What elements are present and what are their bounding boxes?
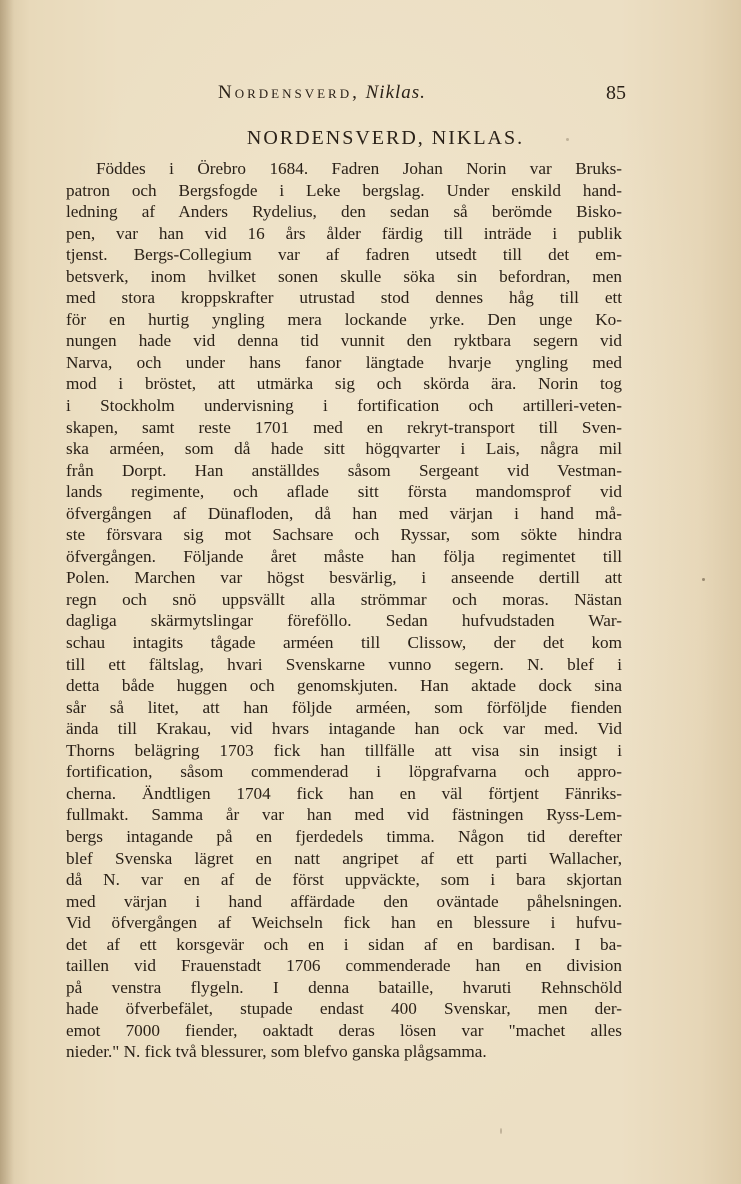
text-line: Narva, och under hans fanor längtade hvarje yngling med: [66, 352, 622, 372]
text-line: tjenst. Bergs-Collegium var af fadren utsedt till det em-: [66, 245, 622, 265]
text-line: till ett fältslag, hvari Svenskarne vunno segern. N. blef i: [66, 654, 622, 674]
text-line: nungen hade vid denna tid vunnit den ryktbara segern vid: [66, 331, 622, 351]
text-line: med värjan i hand affärdade den oväntade påhelsningen.: [66, 891, 622, 911]
text-line: patron och Bergsfogde i Leke bergslag. Under enskild hand-: [66, 180, 622, 200]
text-line: sår så litet, att han följde arméen, som förföljde fienden: [66, 697, 622, 717]
text-line: pen, var han vid 16 års ålder färdig till inträde i publik: [66, 223, 622, 243]
page-number: 85: [606, 82, 626, 104]
text-line: fortification, såsom commenderad i löpgrafvarna och appro-: [66, 762, 622, 782]
text-line: nieder." N. fick två blessurer, som blefvo ganska plågsamma.: [66, 1042, 487, 1062]
text-line: från Dorpt. Han anställdes såsom Sergeant vid Vestman-: [66, 460, 622, 480]
text-line: dagliga skärmytslingar föreföllo. Sedan hufvudstaden War-: [66, 611, 622, 631]
text-line: ska arméen, som då hade sitt högqvarter i Lais, några mil: [66, 439, 622, 459]
page-gutter-shadow: [0, 0, 14, 1184]
text-line: öfvergången. Följande året måste han följa regimentet till: [66, 546, 622, 566]
text-line: bergs intagande på en fjerdedels timma. Någon tid derefter: [66, 826, 622, 846]
running-head-surname: Nordensverd,: [218, 82, 360, 103]
text-line: med stora kroppskrafter utrustad stod dennes håg till ett: [66, 288, 622, 308]
paper-speck: [500, 1128, 502, 1134]
text-line: mod i bröstet, att utmärka sig och skörda ära. Norin tog: [66, 374, 622, 394]
text-line: skapen, samt reste 1701 med en rekryt-transport till Sven-: [66, 417, 622, 437]
entry-heading: NORDENSVERD, NIKLAS.: [246, 127, 525, 149]
text-line: i Stockholm undervisning i fortification och artilleri-veten-: [66, 396, 622, 416]
running-head-given-name: Niklas.: [365, 82, 426, 103]
text-line: Polen. Marchen var högst besvärlig, i anseende dertill att: [66, 568, 622, 588]
text-line: Vid öfvergången af Weichseln fick han en blessure i hufvu-: [66, 913, 622, 933]
text-line: emot 7000 fiender, oaktadt deras lösen var "machet alles: [66, 1020, 622, 1040]
biography-text: [66, 158, 622, 1063]
text-line: schau intagits tågade arméen till Clissow, der det kom: [66, 633, 622, 653]
text-line: det af ett korsgevär och en i sidan af en bardisan. I ba-: [66, 934, 622, 954]
paper-speck: [702, 578, 705, 581]
running-head: [70, 78, 630, 108]
text-line: taillen vid Frauenstadt 1706 commenderade han en division: [66, 956, 622, 976]
text-line: på venstra flygeln. I denna bataille, hvaruti Rehnschöld: [66, 977, 622, 997]
text-line: då N. var en af de först uppväckte, som i bara skjortan: [66, 870, 622, 890]
text-line: Föddes i Örebro 1684. Fadren Johan Norin var Bruks-: [96, 159, 622, 178]
text-line: Thorns belägring 1703 fick han tillfälle att visa sin insigt i: [66, 740, 622, 760]
text-line: betsverk, inom hvilket sonen skulle söka sin befordran, men: [66, 266, 622, 286]
text-line: fullmakt. Samma år var han med vid fästningen Ryss-Lem-: [66, 805, 622, 825]
text-line: ledning af Anders Rydelius, den sedan så berömde Bisko-: [66, 202, 622, 222]
text-line: cherna. Ändtligen 1704 fick han en väl förtjent Fänriks-: [66, 783, 622, 803]
text-line: blef Svenska lägret en natt angripet af ett parti Wallacher,: [66, 848, 622, 868]
text-line: regn och snö uppsvällt alla strömmar och moras. Nästan: [66, 589, 622, 609]
text-line: lands regimente, och aflade sitt första mandomsprof vid: [66, 482, 622, 502]
text-line: öfvergången af Dünafloden, då han med värjan i hand må-: [66, 503, 622, 523]
text-line: ste försvara sig mot Sachsare och Ryssar, som sökte hindra: [66, 525, 622, 545]
text-line: hade öfverbefälet, stupade endast 400 Svenskar, men der-: [66, 999, 622, 1019]
running-head-title: [218, 82, 426, 104]
text-line: detta både huggen och genomskjuten. Han aktade dock sina: [66, 676, 622, 696]
paper-speck: [566, 138, 569, 141]
text-line: ända till Krakau, vid hvars intagande han ock var med. Vid: [66, 719, 622, 739]
text-line: för en hurtig yngling mera lockande yrke. Den unge Ko-: [66, 309, 622, 329]
